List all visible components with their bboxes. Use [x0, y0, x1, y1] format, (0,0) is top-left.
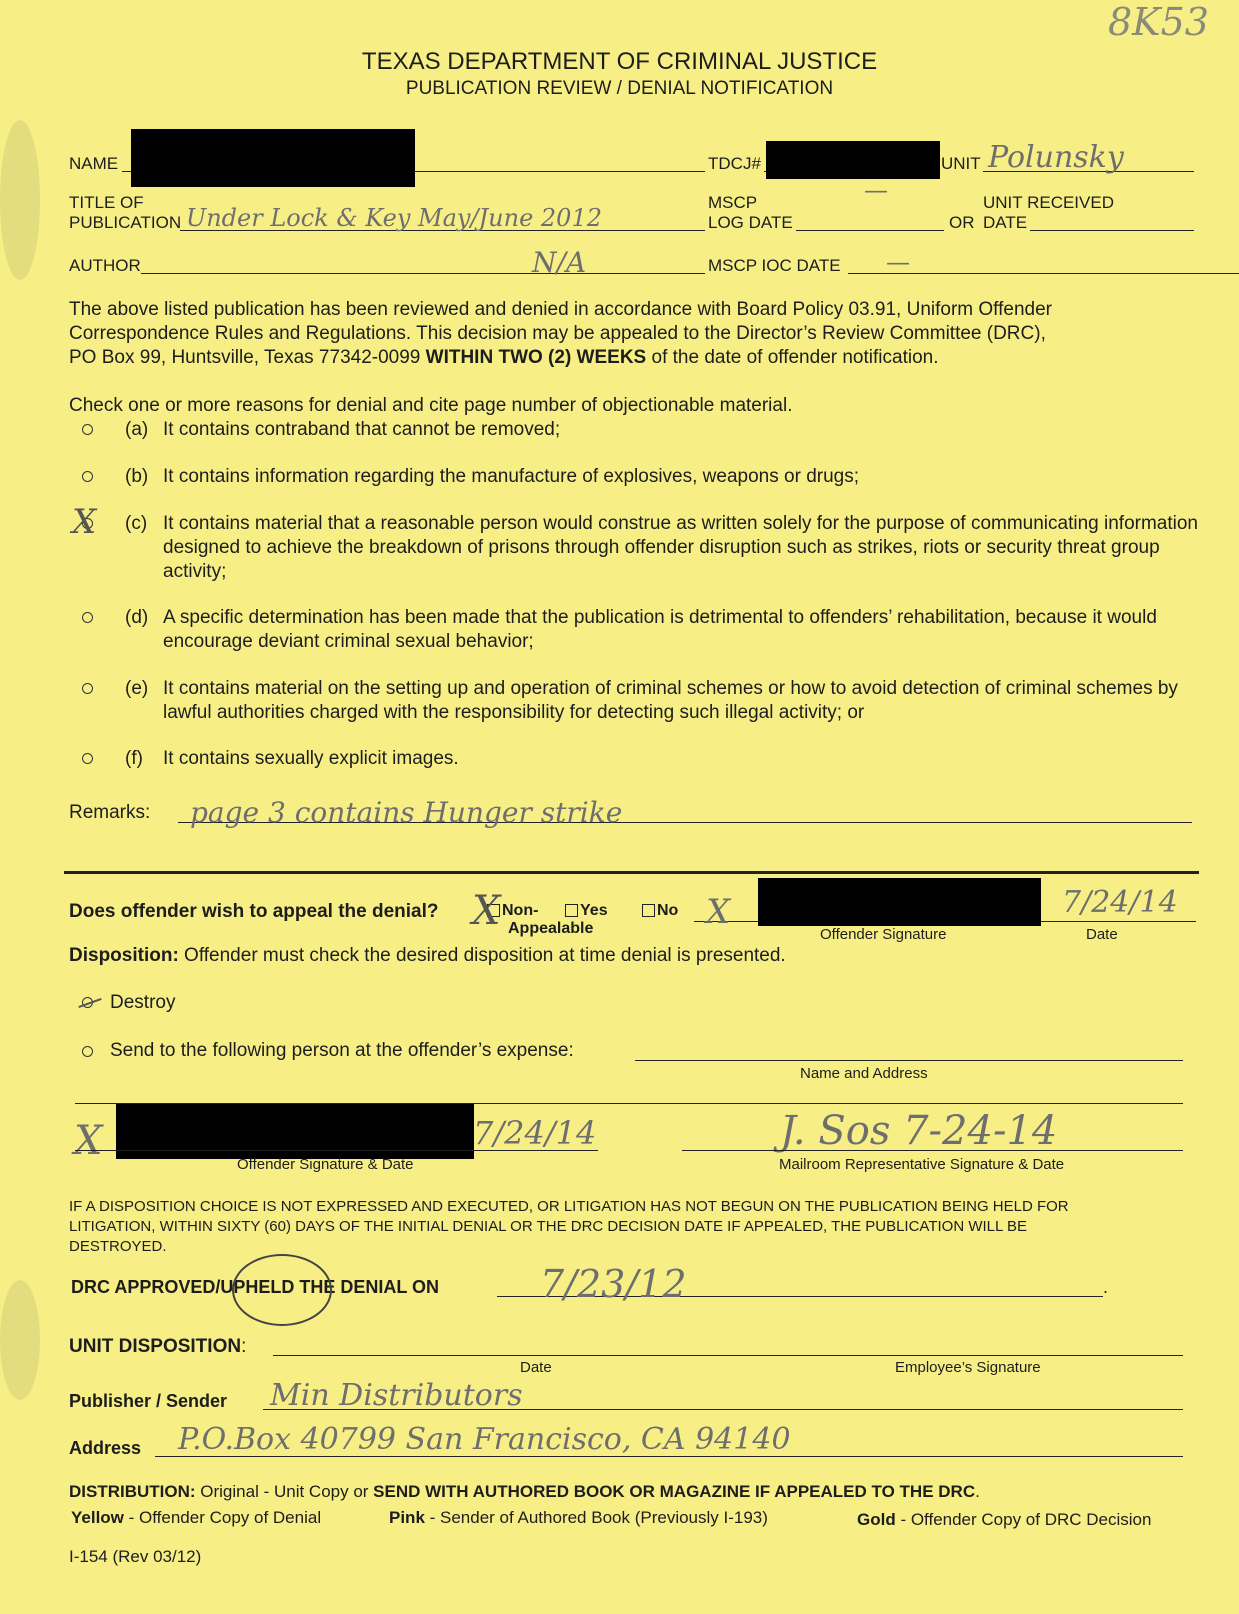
pink-label: Pink — [389, 1508, 425, 1527]
non-appealable-label-2: Appealable — [508, 920, 594, 937]
appeal-question: Does offender wish to appeal the denial? — [69, 901, 439, 922]
appeal-yes-option[interactable] — [565, 902, 608, 920]
unit-disposition-label: UNIT DISPOSITION — [69, 1336, 242, 1357]
warning-line-2: LITIGATION, WITHIN SIXTY (60) DAYS OF THE INITIAL DENIAL OR THE DRC DECISION DATE IF APPEALED, THE PUBLICATION WILL BE — [69, 1218, 1027, 1235]
form-subtitle: PUBLICATION REVIEW / DENIAL NOTIFICATION — [405, 78, 834, 99]
name-label: NAME — [69, 154, 119, 173]
reason-c-check-mark: X — [72, 502, 97, 542]
mscp-log-date-field[interactable] — [796, 230, 944, 231]
reason-c-label: (c) — [125, 513, 148, 534]
ioc-value: — — [886, 248, 910, 276]
reason-c — [125, 512, 1205, 584]
reason-a-label: (a) — [125, 419, 149, 440]
reason-f-text: It contains sexually explicit images. — [163, 748, 459, 769]
reason-b-text: It contains information regarding the manufacture of explosives, weapons or drugs; — [163, 466, 859, 487]
offender-sig-date-caption: Offender Signature & Date — [237, 1156, 414, 1173]
distribution-line — [69, 1482, 980, 1502]
distribution-gold — [857, 1510, 1151, 1530]
unit-label: UNIT — [941, 154, 981, 173]
title-label-1: TITLE OF — [69, 193, 144, 212]
distribution-text: Original - Unit Copy or — [195, 1482, 374, 1501]
remarks-label: Remarks: — [69, 802, 151, 823]
distribution-label: DISTRIBUTION: — [69, 1482, 196, 1501]
yellow-text: - Offender Copy of Denial — [123, 1508, 322, 1527]
destroy-label: Destroy — [110, 992, 176, 1013]
warning-line-3: DESTROYED. — [69, 1238, 167, 1255]
author-field[interactable] — [141, 273, 705, 274]
reason-e — [125, 677, 1205, 725]
reason-f-radio[interactable] — [82, 753, 93, 764]
reason-e-radio[interactable] — [82, 683, 93, 694]
reason-b — [125, 465, 1205, 489]
unit-disposition-colon: : — [241, 1336, 247, 1357]
offender-signature-redaction — [758, 878, 1041, 926]
drc-end: . — [1103, 1277, 1109, 1297]
send-radio[interactable] — [82, 1046, 93, 1057]
form-title: TEXAS DEPARTMENT OF CRIMINAL JUSTICE — [361, 48, 878, 75]
intro-line-2: Correspondence Rules and Regulations. This decision may be appealed to the Director’s Review Committee (DRC), — [69, 323, 1046, 344]
mailroom-signature-field[interactable] — [682, 1150, 1183, 1151]
reason-a-radio[interactable] — [82, 424, 93, 435]
send-label: Send to the following person at the offender’s expense: — [110, 1040, 574, 1061]
disposition-text: Offender must check the desired disposition at time denial is presented. — [178, 945, 786, 966]
reason-e-text: It contains material on the setting up and operation of criminal schemes or how to avoid detection of criminal schemes by lawful authorities charged with the responsibility for detecting such illegal activity; or — [163, 678, 1178, 723]
offender-signature-caption: Offender Signature — [820, 926, 947, 943]
appeal-no-label: No — [657, 902, 679, 919]
drc-upheld-circle — [232, 1254, 332, 1326]
disposition-label: Disposition: — [69, 945, 179, 966]
reason-f — [125, 747, 1205, 771]
title-label-2: PUBLICATION — [69, 213, 182, 232]
publisher-label: Publisher / Sender — [69, 1391, 228, 1411]
unit-received-date-field[interactable] — [1030, 230, 1194, 231]
author-value: N/A — [532, 246, 587, 279]
reason-c-text: It contains material that a reasonable person would construe as written solely for the purpose of communicating information designed to achieve the breakdown of prisons through offender disruption such as strikes, riots or security threat group activity; — [163, 513, 1198, 582]
mscp-label-1: MSCP — [708, 193, 758, 212]
reason-e-label: (e) — [125, 678, 149, 699]
appeal-yes-label: Yes — [580, 902, 608, 919]
name-redaction — [131, 129, 415, 187]
tdcj-redaction — [766, 141, 940, 179]
offender-sig-date-mark: X — [74, 1118, 103, 1164]
mscp-value: — — [864, 176, 888, 204]
appeal-no-option[interactable] — [642, 902, 678, 920]
yellow-label: Yellow — [71, 1508, 124, 1527]
reason-f-label: (f) — [125, 748, 143, 769]
corner-mark: 8K53 — [1108, 0, 1209, 44]
disposition-line — [69, 945, 786, 967]
reason-d-label: (d) — [125, 607, 149, 628]
offender-signature-mark: X — [706, 892, 731, 932]
warning-line-1: IF A DISPOSITION CHOICE IS NOT EXPRESSED AND EXECUTED, OR LITIGATION HAS NOT BEGUN ON THE PUBLICATION BEING HELD FOR — [69, 1198, 1069, 1215]
section-divider — [64, 871, 1199, 874]
unit-disposition-line — [69, 1336, 246, 1358]
intro-line-1: The above listed publication has been reviewed and denied in accordance with Board Policy 03.91, Uniform Offender — [69, 299, 1052, 320]
appeal-date-value: 7/24/14 — [1062, 885, 1178, 920]
intro-line-3-pre: PO Box 99, Huntsville, Texas 77342-0099 — [69, 347, 426, 368]
intro-line-3 — [69, 347, 938, 369]
unit-received-label-1: UNIT RECEIVED — [983, 193, 1114, 212]
unit-value: Polunsky — [988, 140, 1124, 175]
address-label: Address — [69, 1438, 142, 1458]
title-value: Under Lock & Key May/June 2012 — [186, 204, 602, 232]
unit-disposition-employee-caption: Employee’s Signature — [895, 1359, 1041, 1376]
non-appealable-label-1: Non- — [502, 902, 539, 919]
distribution-pink — [389, 1508, 768, 1528]
reason-d-text: A specific determination has been made that the publication is detrimental to offenders’ rehabilitation, because it would encourage deviant criminal sexual behavior; — [163, 607, 1157, 652]
intro-line-3-post: of the date of offender notification. — [646, 347, 939, 368]
reason-d-radio[interactable] — [82, 612, 93, 623]
drc-label: DRC APPROVED/UPHELD THE DENIAL ON — [71, 1277, 440, 1297]
address-value: P.O.Box 40799 San Francisco, CA 94140 — [178, 1422, 791, 1457]
distribution-yellow — [71, 1508, 321, 1528]
distribution-end: . — [975, 1482, 980, 1501]
unit-disposition-field[interactable] — [273, 1355, 1183, 1356]
unit-disposition-date-caption: Date — [520, 1359, 552, 1376]
reason-b-radio[interactable] — [82, 471, 93, 482]
gold-text: - Offender Copy of DRC Decision — [895, 1510, 1152, 1529]
distribution-bold-text: SEND WITH AUTHORED BOOK OR MAGAZINE IF APPEALED TO THE DRC — [373, 1482, 976, 1501]
appeal-no-checkbox[interactable] — [642, 904, 655, 917]
mailroom-signature-value: J. Sos 7-24-14 — [780, 1108, 1058, 1154]
appeal-yes-checkbox[interactable] — [565, 904, 578, 917]
gold-label: Gold — [857, 1510, 896, 1529]
unit-received-label-2: DATE — [983, 213, 1028, 232]
offender-sig-date-value: 7/24/14 — [473, 1114, 597, 1152]
reason-a — [125, 418, 1205, 442]
non-appealable-check-mark: X — [472, 888, 501, 934]
intro-deadline: WITHIN TWO (2) WEEKS — [425, 347, 647, 368]
form-id: I-154 (Rev 03/12) — [69, 1547, 202, 1566]
reasons-prompt: Check one or more reasons for denial and cite page number of objectionable material. — [69, 395, 793, 416]
send-name-address-field[interactable] — [635, 1060, 1183, 1061]
pink-text: - Sender of Authored Book (Previously I-193) — [424, 1508, 768, 1527]
name-address-caption: Name and Address — [800, 1065, 928, 1082]
tdcj-label: TDCJ# — [708, 154, 761, 173]
author-label: AUTHOR — [69, 256, 141, 275]
reason-b-label: (b) — [125, 466, 149, 487]
mscp-label-2: LOG DATE — [708, 213, 793, 232]
reason-d — [125, 606, 1205, 654]
drc-date-value: 7/23/12 — [540, 1262, 687, 1306]
or-label: OR — [949, 213, 975, 232]
offender-sig-date-field[interactable] — [75, 1150, 598, 1151]
ioc-label: MSCP IOC DATE — [708, 256, 841, 275]
publisher-value: Min Distributors — [270, 1378, 523, 1413]
reason-a-text: It contains contraband that cannot be removed; — [163, 419, 561, 440]
remarks-value: page 3 contains Hunger strike — [190, 796, 623, 829]
appeal-date-caption: Date — [1086, 926, 1118, 943]
mailroom-signature-caption: Mailroom Representative Signature & Date — [779, 1156, 1065, 1173]
